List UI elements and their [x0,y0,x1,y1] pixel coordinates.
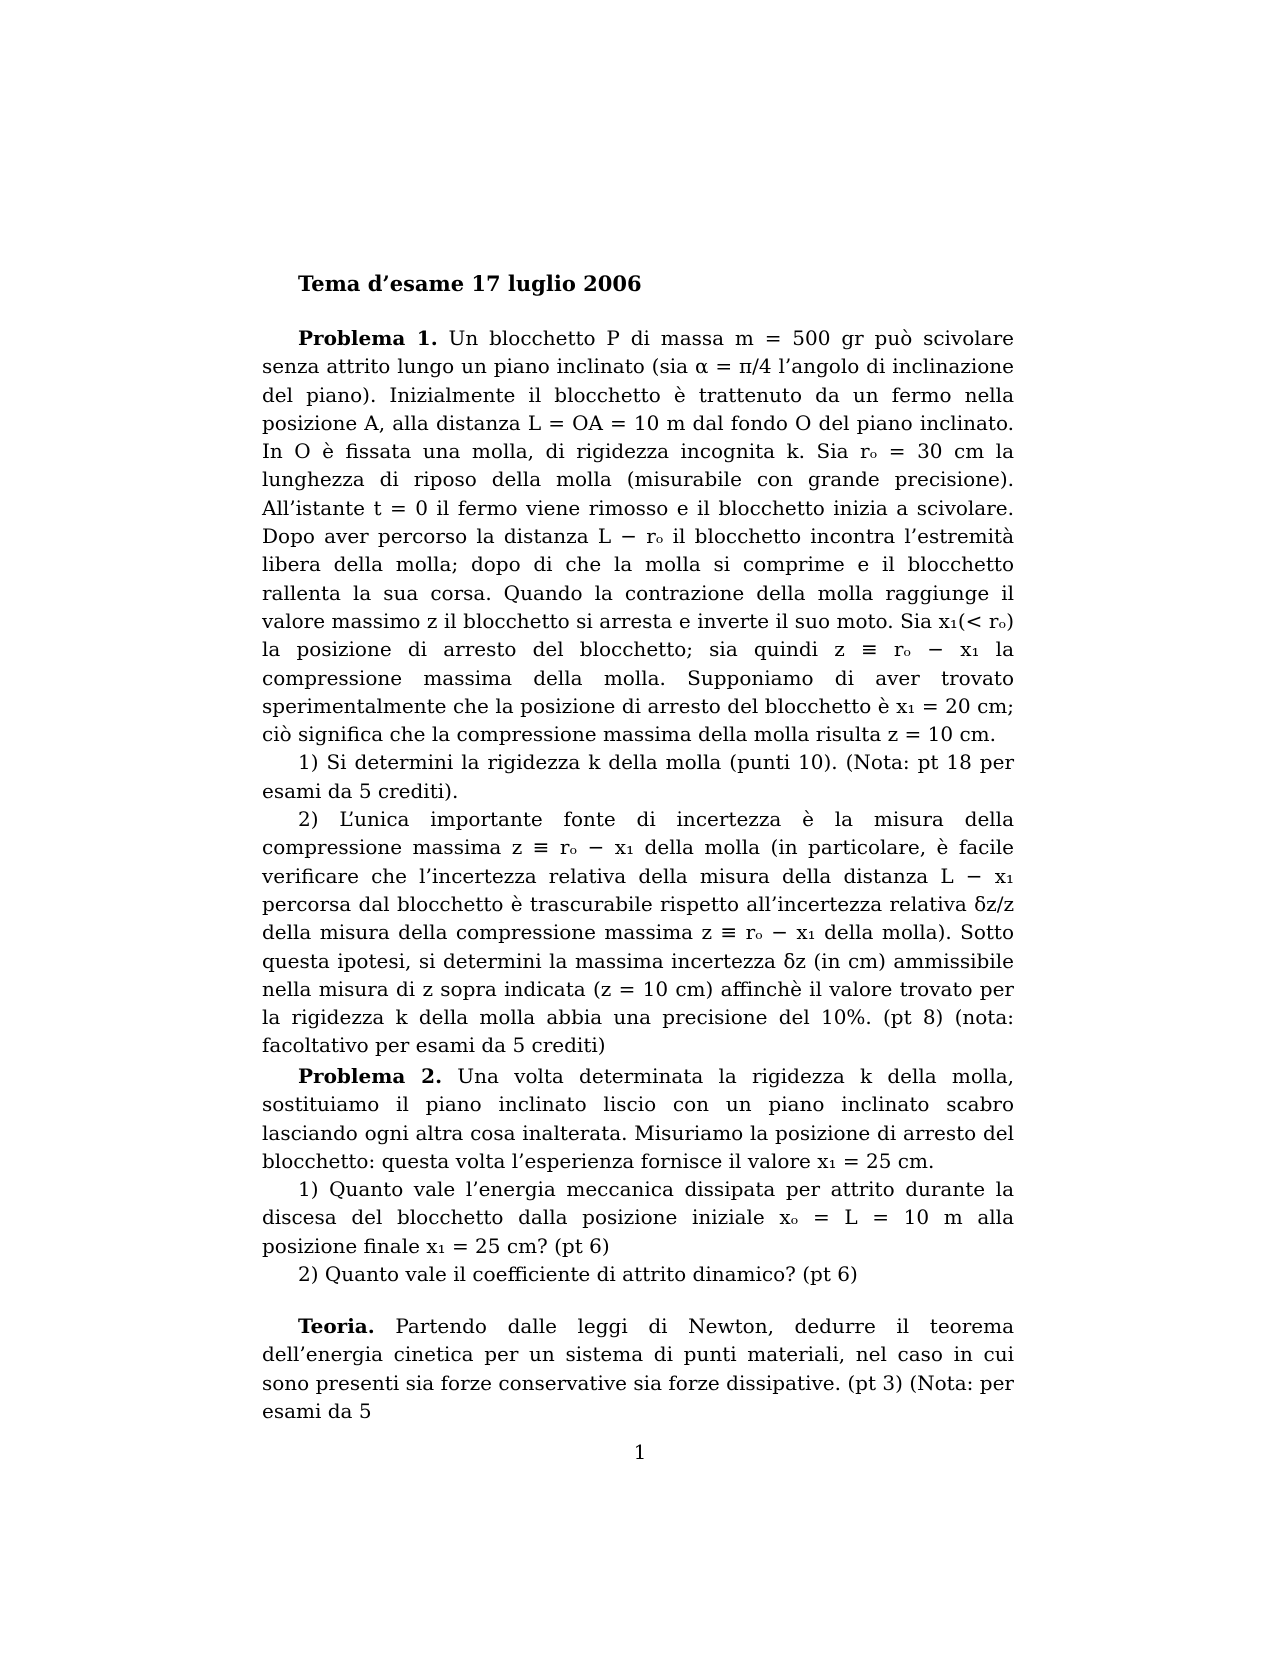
problem-2-intro [262,1062,1014,1175]
problem-2-heading: Problema 2. [298,1064,443,1088]
theory-paragraph [262,1312,1014,1425]
theory-heading: Teoria. [298,1314,375,1338]
problem-2-text: Una volta determinata la rigidezza k della molla, sostituiamo il piano inclinato liscio con un piano inclinato scabro lasciando ogni altra cosa inalterata. Misuriamo la posizione di arresto del blocchetto: questa volta l’esperienza fornisce il valore x₁ = 25 cm. [262,1064,1014,1173]
problem-1-text: Un blocchetto P di massa m = 500 gr può scivolare senza attrito lungo un piano inclinato (sia α = π/4 l’angolo di inclinazione del piano). Inizialmente il blocchetto è trattenuto da un fermo nella posizione A, alla distanza L = OA = 10 m dal fondo O del piano inclinato. In O è fissata una molla, di rigidezza incognita k. Sia rₒ = 30 cm la lunghezza di riposo della molla (misurabile con grande precisione). All’istante t = 0 il fermo viene rimosso e il blocchetto inizia a scivolare. Dopo aver percorso la distanza L − rₒ il blocchetto incontra l’estremità libera della molla; dopo di che la molla si comprime e il blocchetto rallenta la sua corsa. Quando la contrazione della molla raggiunge il valore massimo z il blocchetto si arresta e inverte il suo moto. Sia x₁(< rₒ) la posizione di arresto del blocchetto; sia quindi z ≡ rₒ − x₁ la compressione massima della molla. Supponiamo di aver trovato sperimentalmente che la posizione di arresto del blocchetto è x₁ = 20 cm; ciò significa che la compressione massima della molla risulta z = 10 cm. [262,326,1015,747]
problem-1-intro [262,324,1014,748]
page-number: 1 [633,1440,647,1464]
problem-1-question-2: 2) L’unica importante fonte di incertezza è la misura della compressione massima z ≡ rₒ − x₁ della molla (in particolare, è facile verificare che l’incertezza relativa della misura della distanza L − x₁ percorsa dal blocchetto è trascurabile rispetto all’incertezza relativa δz/z della misura della compressione massima z ≡ rₒ − x₁ della molla). Sotto questa ipotesi, si determini la massima incertezza δz (in cm) ammissibile nella misura di z sopra indicata (z = 10 cm) affinchè il valore trovato per la rigidezza k della molla abbia una precisione del 10%. (pt 8) (nota: facoltativo per esami da 5 crediti) [262,807,1014,1058]
problem-1-section [262,324,1014,1060]
exam-title: Tema d’esame 17 luglio 2006 [298,271,642,296]
problem-2-question-2: 2) Quanto vale il coefficiente di attrito dinamico? (pt 6) [298,1262,858,1287]
problem-2-question-1: 1) Quanto vale l’energia meccanica dissipata per attrito durante la discesa del blocchetto dalla posizione iniziale xₒ = L = 10 m alla posizione finale x₁ = 25 cm? (pt 6) [262,1177,1014,1258]
problem-1-heading: Problema 1. [298,326,438,350]
theory-section [262,1312,1014,1425]
theory-text: Partendo dalle leggi di Newton, dedurre il teorema dell’energia cinetica per un sistema di punti materiali, nel caso in cui sono presenti sia forze conservative sia forze dissipative. (pt 3) (Nota: per esami da 5 [262,1314,1014,1423]
problem-2-section [262,1062,1014,1288]
problem-1-question-1: 1) Si determini la rigidezza k della molla (punti 10). (Nota: pt 18 per esami da 5 crediti). [262,750,1014,803]
